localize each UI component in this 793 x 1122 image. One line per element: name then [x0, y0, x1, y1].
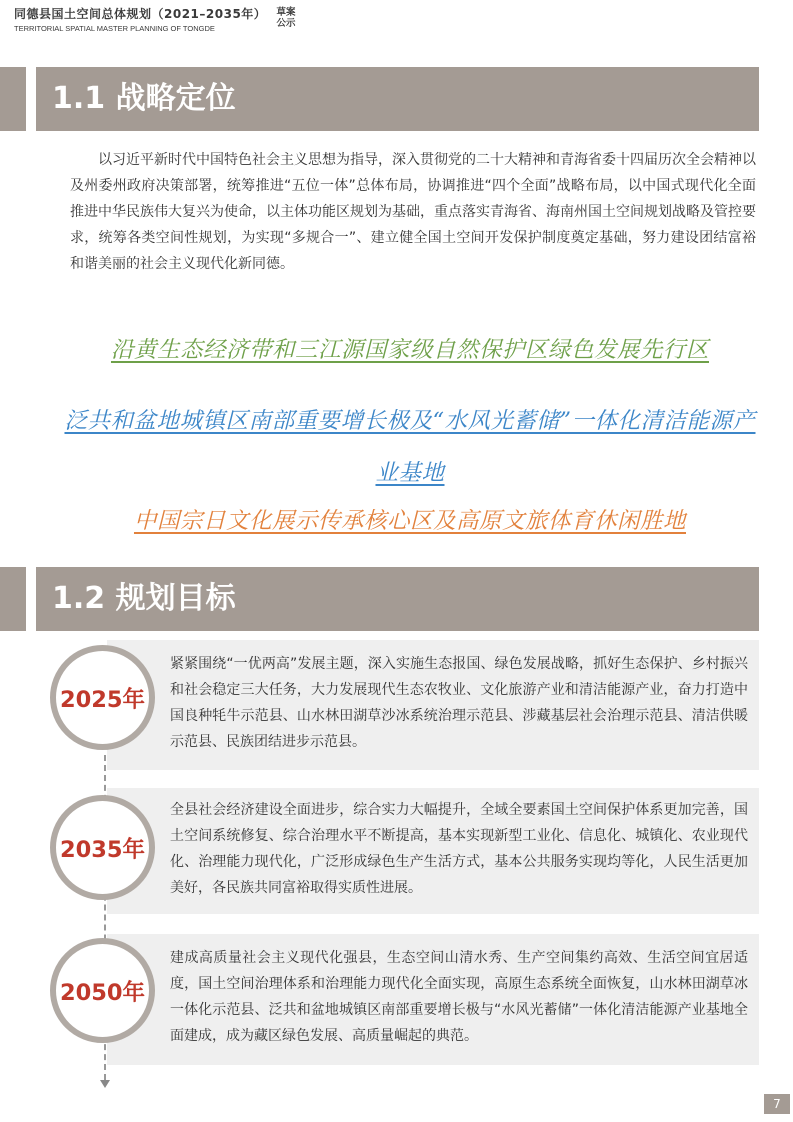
page-number: 7	[764, 1094, 790, 1114]
goal-text-2035: 全县社会经济建设全面进步，综合实力大幅提升，全域全要素国土空间保护体系更加完善，国土空间系统修复、综合治理水平不断提高，基本实现新型工业化、信息化、城镇化、农业现代化、治理能力现代化，广泛形成绿色生产生活方式，基本公共服务实现均等化，人民生活更加美好，各民族共同富裕取得实质性进展。	[170, 802, 748, 896]
document-title: 同德县国土空间总体规划（2021–2035年）	[14, 7, 267, 21]
timeline-arrow-icon	[100, 1080, 110, 1088]
draft-stamp-line1: 草案	[276, 7, 296, 18]
strategic-slogan-1: 沿黄生态经济带和三江源国家级自然保护区绿色发展先行区	[110, 337, 709, 363]
year-label-2050: 2050年	[59, 980, 146, 1006]
strategy-intro-paragraph: 以习近平新时代中国特色社会主义思想为指导，深入贯彻党的二十大精神和青海省委十四届历次全会精神以及州委州政府决策部署，统筹推进“五位一体”总体布局，协调推进“四个全面”战略布局，以中国式现代化全面推进中华民族伟大复兴为使命，以主体功能区规划为基础，重点落实青海省、海南州国土空间规划战略及管控要求，统筹各类空间性规划，为实现“多规合一”、建立健全国土空间开发保护制度奠定基础，努力建设团结富裕和谐美丽的社会主义现代化新同德。	[70, 152, 756, 272]
strategic-slogan-3: 中国宗日文化展示传承核心区及高原文旅体育休闲胜地	[133, 508, 686, 534]
goal-text-2025: 紧紧围绕“一优两高”发展主题，深入实施生态报国、绿色发展战略，抓好生态保护、乡村振兴和社会稳定三大任务，大力发展现代生态农牧业、文化旅游产业和清洁能源产业，奋力打造中国良种牦牛示范县、山水林田湖草沙冰系统治理示范县、涉藏基层社会治理示范县、清洁供暖示范县、民族团结进步示范县。	[170, 656, 748, 750]
year-label-2035: 2035年	[59, 837, 146, 863]
strategic-slogan-2: 泛共和盆地城镇区南部重要增长极及“水风光蓄储”一体化清洁能源产业基地	[64, 408, 756, 486]
section-accent-block	[0, 67, 26, 131]
draft-stamp	[274, 7, 298, 29]
draft-stamp-line2: 公示	[276, 18, 296, 29]
document-subtitle-en: TERRITORIAL SPATIAL MASTER PLANNING OF TONGDE	[14, 24, 215, 33]
section-title: 1.2 规划目标	[52, 581, 236, 616]
goal-text-2050: 建成高质量社会主义现代化强县，生态空间山清水秀、生产空间集约高效、生活空间宜居适度，国土空间治理体系和治理能力现代化全面实现，高原生态系统全面恢复，山水林田湖草冰一体化示范县、泛共和盆地城镇区南部重要增长极与“水风光蓄储”一体化清洁能源产业基地全面建成，成为藏区绿色发展、高质量崛起的典范。	[170, 950, 748, 1044]
year-label-2025: 2025年	[59, 687, 146, 713]
section-accent-block	[0, 567, 26, 631]
section-title: 1.1 战略定位	[52, 81, 236, 116]
